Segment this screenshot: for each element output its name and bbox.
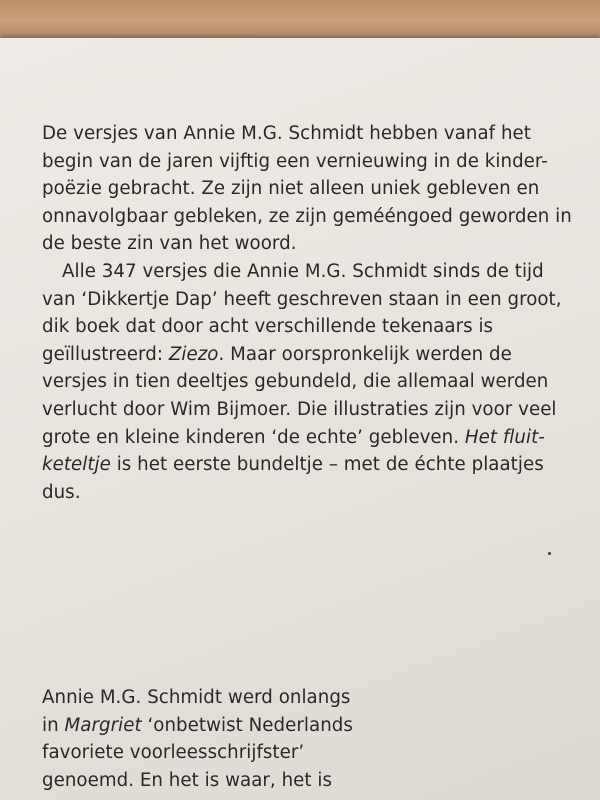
text-line: begin van de jaren vijftig een vernieuwing in de kinder- [42,150,548,172]
text-line: verlucht door Wim Bijmoer. Die illustraties zijn voor veel [42,398,557,420]
text-line: dus. [42,481,81,503]
text-line [42,712,402,740]
text-line [42,424,600,452]
text-fragment: in [42,714,65,736]
book-title-fluitketeltje: keteltje [42,454,111,476]
text-line: de beste zin van het woord. [42,233,297,255]
paragraph-collection [42,258,600,506]
text-line: onnavolgbaar gebleken, ze zijn gemééngoed geworden in [42,205,572,227]
paragraph-intro [42,120,600,258]
text-line: Annie M.G. Schmidt werd onlangs [42,687,351,708]
text-fragment: . Maar oorspronkelijk werden de [218,343,512,365]
paragraph-author [42,684,402,794]
text-fragment: grote en kleine kinderen ‘de echte’ gebleven. [42,426,465,448]
text-fragment: is het eerste bundeltje – met de échte plaatjes [110,454,544,476]
dust-speck [548,552,551,555]
book-title-fluitketeltje: Het fluit- [464,426,545,448]
text-fragment: geïllustreerd: [42,343,169,365]
text-line: De versjes van Annie M.G. Schmidt hebben vanaf het [42,123,531,144]
text-line [42,451,600,479]
text-fragment: ‘onbetwist Nederlands [141,714,353,736]
text-line: genoemd. En het is waar, het is [42,769,333,791]
magazine-title: Margriet [64,714,142,736]
book-title-ziezo: Ziezo [168,343,219,365]
text-line: van ‘Dikkertje Dap’ heeft geschreven staan in een groot, [42,288,562,310]
text-line [42,341,600,369]
text-line: versjes in tien deeltjes gebundeld, die allemaal werden [42,371,549,393]
text-line: poëzie gebracht. Ze zijn niet alleen uniek gebleven en [42,178,540,200]
text-line: dik boek dat door acht verschillende tekenaars is [42,316,494,338]
text-line: Alle 347 versjes die Annie M.G. Schmidt sinds de tijd [62,261,544,282]
text-line: favoriete voorleesschrijfster’ [42,742,305,764]
